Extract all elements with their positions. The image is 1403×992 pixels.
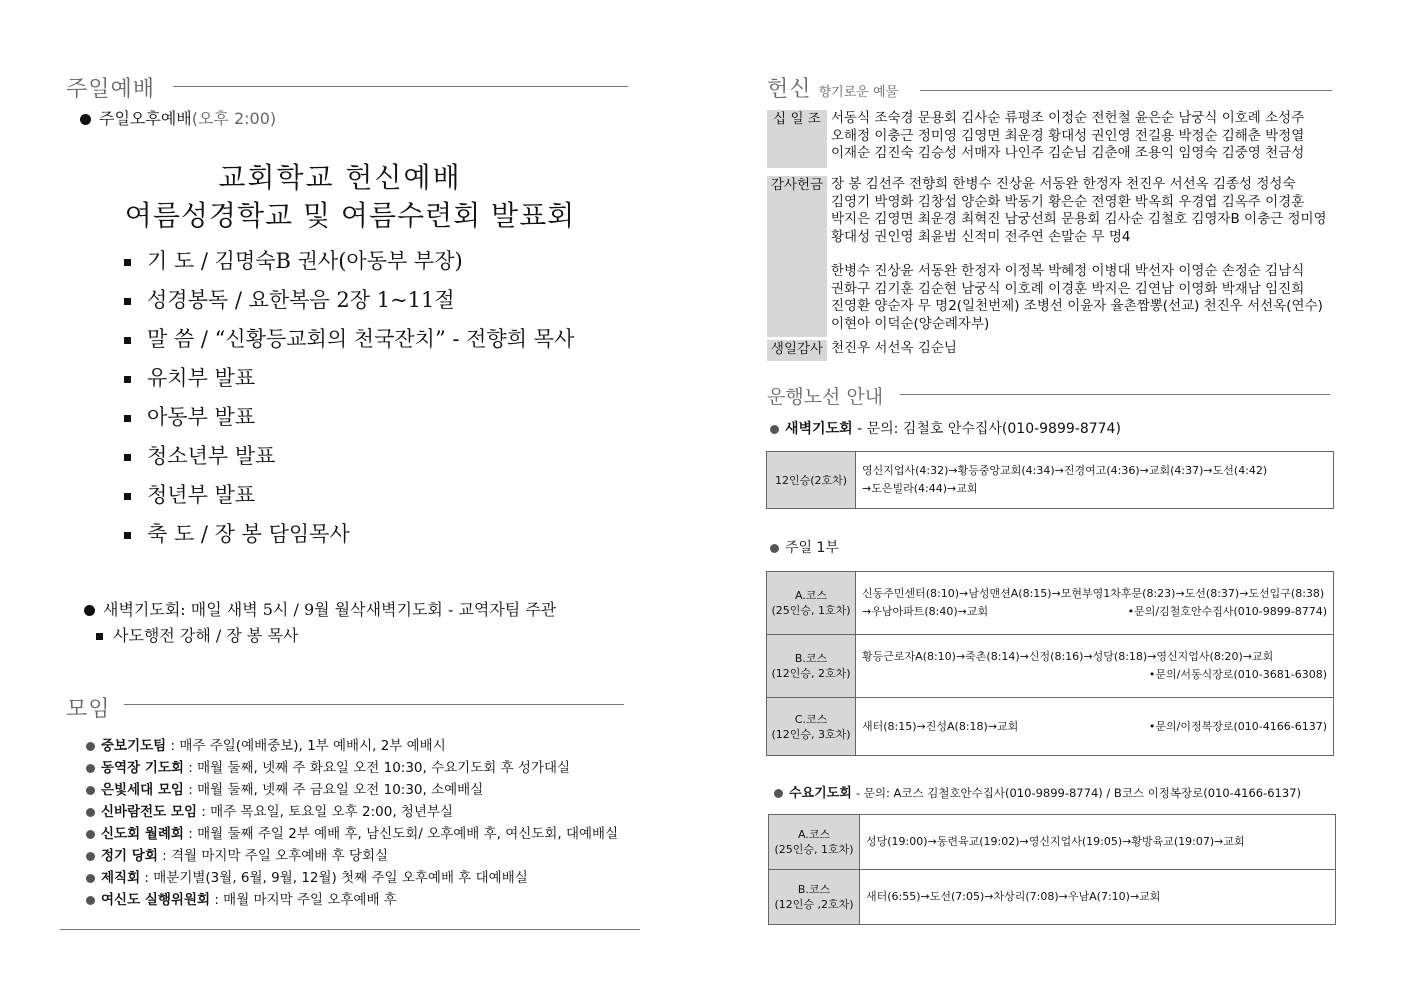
route-stops: 새터(8:15)→진성A(8:18)→교회 •문의/이정복장로(010-4166-6137)	[856, 698, 1334, 756]
order-item: 청년부 발표	[124, 476, 574, 515]
dawn-route-table	[766, 451, 1334, 509]
square-bullet-icon	[124, 259, 131, 266]
route-row	[767, 572, 1334, 635]
route-row	[767, 698, 1334, 756]
birthday-row	[767, 340, 1341, 361]
route-stops: 성당(19:00)→동련육교(19:02)→영신지업사(19:05)→황방육교(19:07)→교회	[860, 815, 1336, 870]
route-stops: 황등근로자A(8:10)→죽촌(8:14)→신정(8:16)→성당(8:18)→영신지업사(8:20)→교회 •문의/서동식장로(010-3681-6308)	[856, 635, 1334, 698]
afternoon-service-label: 주일오후예배	[99, 109, 192, 128]
tithe-label: 십 일 조	[767, 110, 827, 168]
wednesday-route-table	[768, 814, 1336, 925]
meeting-item: 동역장 기도회 : 매월 둘째, 넷째 주 화요일 오전 10:30, 수요기도회 후 성가대실	[86, 757, 618, 779]
route-section-title: 운행노선 안내	[767, 386, 884, 408]
birthday-label: 생일감사	[767, 340, 827, 361]
route-label: B.코스 (12인승 ,2호차)	[769, 870, 860, 925]
meeting-item: 중보기도팀 : 매주 주일(예배중보), 1부 예배시, 2부 예배시	[86, 735, 618, 757]
square-bullet-icon	[124, 454, 131, 461]
meeting-item: 은빛세대 모임 : 매월 둘째, 넷째 주 금요일 오전 10:30, 소예배실	[86, 779, 618, 801]
square-bullet-icon	[124, 532, 131, 539]
offering-title-rule	[920, 90, 1332, 91]
birthday-names: 천진우 서선옥 김순님	[831, 340, 957, 356]
worship-section-title: 주일예배	[66, 77, 156, 102]
square-bullet-icon	[124, 493, 131, 500]
square-bullet-icon	[124, 415, 131, 422]
order-item: 기 도 / 김명숙B 권사(아동부 부장)	[124, 242, 574, 281]
order-item: 말 씀 / “신황등교회의 천국잔치” - 전향희 목사	[124, 320, 574, 359]
thanks-names: 장 봉 김선주 전향희 한병수 진상윤 서동완 한정자 천진우 서선옥 김종성 정성숙 김영기 박영화 김창섭 양순화 박동기 황은순 전영환 박옥희 우경엽 김옥주 이경훈 박지은 김영면 최운경 최혁진 남궁선희 문용회 김사순 김철호 김영자B 이충근 정미영 황대성 권인영 최윤범 신적미 전주연 손말순 무 명4 한병수 진상윤 서동완 한정자 이정복 박혜정 이병대 박선자 이영순 손정순 김남식 권화구 김기훈 김순현 남궁식 이호례 이경훈 박지은 김연남 이영화 박재남 임진희 진영환 양순자 무 명2(일천번제) 조병선 이윤자 율촌짬뽕(선교) 천진우 서선옥(연수) 이현아 이덕순(양순례자부)	[831, 176, 1327, 332]
wednesday-route-header: 수요기도회 - 문의: A코스 김철호안수집사(010-9899-8774) / B코스 이정복장로(010-4166-6137)	[774, 782, 1301, 801]
tithe-names: 서동식 조숙경 문용회 김사순 류평조 이정순 전헌철 윤은순 남궁식 이호례 소성주 오해정 이충근 정미영 김영면 최운경 황대성 권인영 전길용 박정순 김해춘 박정열 이재순 김진숙 김승성 서매자 나인주 김순님 김춘애 조용익 임영숙 김중영 천금성	[831, 110, 1305, 161]
bullet-icon	[86, 830, 95, 839]
event-title-2: 여름성경학교 및 여름수련회 발표회	[124, 199, 576, 232]
meeting-list	[86, 735, 618, 911]
route-row	[769, 870, 1336, 925]
sunday-route-header: 주일 1부	[770, 537, 839, 557]
meeting-item: 제직회 : 매분기별(3월, 6월, 9월, 12월) 첫째 주일 오후예배 후 대예배실	[86, 867, 618, 889]
bullet-icon	[86, 896, 95, 905]
route-contact: •문의/김철호안수집사(010-9899-8774)	[1127, 605, 1327, 618]
route-stops: 신동주민센터(8:10)→남성맨션A(8:15)→모현부영1차후문(8:23)→도선(8:37)→도선입구(8:38) →우남아파트(8:40)→교회 •문의/김철호안수집사(010-9899-8774)	[856, 572, 1334, 635]
order-item: 청소년부 발표	[124, 437, 574, 476]
bullet-icon	[84, 605, 95, 616]
order-item: 성경봉독 / 요한복음 2장 1~11절	[124, 281, 574, 320]
offering-header	[767, 72, 898, 103]
sunday-route-table	[766, 571, 1334, 756]
route-label: B.코스 (12인승, 2호차)	[767, 635, 856, 698]
bullet-icon	[86, 786, 95, 795]
route-stops: 새터(6:55)→도선(7:05)→차상리(7:08)→우남A(7:10)→교회	[860, 870, 1336, 925]
order-item: 축 도 / 장 봉 담임목사	[124, 515, 574, 554]
bullet-icon	[770, 425, 779, 434]
route-contact: •문의/이정복장로(010-4166-6137)	[1148, 719, 1327, 733]
afternoon-service-time: (오후 2:00)	[191, 109, 277, 128]
bullet-icon	[86, 808, 95, 817]
meeting-item: 신바람전도 모임 : 매주 목요일, 토요일 오후 2:00, 청년부실	[86, 801, 618, 823]
square-bullet-icon	[124, 337, 131, 344]
route-stops: 영신지업사(4:32)→황등중앙교회(4:34)→진경여고(4:36)→교회(4:37)→도선(4:42) →도은빌라(4:44)→교회	[856, 452, 1334, 509]
afternoon-service	[80, 106, 276, 129]
offering-subtitle: 향기로운 예물	[818, 85, 899, 100]
square-bullet-icon	[124, 376, 131, 383]
bullet-icon	[80, 114, 91, 125]
bottom-rule	[60, 929, 640, 930]
event-title-1: 교회학교 헌신예배	[218, 161, 462, 194]
route-label: A.코스 (25인승, 1호차)	[767, 572, 856, 635]
order-item: 유치부 발표	[124, 359, 574, 398]
dawn-prayer-text: : 매일 새벽 5시 / 9월 월삭새벽기도회 - 교역자팀 주관	[180, 600, 557, 619]
service-order-list	[124, 242, 574, 554]
meeting-title-rule	[124, 704, 624, 705]
dawn-prayer-sub: 사도행전 강해 / 장 봉 목사	[96, 623, 298, 646]
bullet-icon	[86, 874, 95, 883]
route-title-rule	[900, 394, 1330, 395]
meeting-item: 정기 당회 : 격월 마지막 주일 오후예배 후 당회실	[86, 845, 618, 867]
bullet-icon	[774, 789, 783, 798]
bullet-icon	[86, 852, 95, 861]
route-row	[769, 815, 1336, 870]
bullet-icon	[86, 742, 95, 751]
dawn-prayer-notice	[84, 597, 556, 620]
route-label: 12인승(2호차)	[767, 452, 856, 509]
bullet-icon	[86, 764, 95, 773]
thanks-label: 감사헌금	[767, 176, 827, 337]
meeting-section-title: 모임	[66, 697, 111, 722]
worship-title-rule	[173, 86, 628, 87]
bullet-icon	[770, 544, 779, 553]
square-bullet-icon	[124, 298, 131, 305]
route-label: C.코스 (12인승, 3호차)	[767, 698, 856, 756]
meeting-item: 여신도 실행위원회 : 매월 마지막 주일 오후예배 후	[86, 889, 618, 911]
meeting-item: 신도회 월례회 : 매월 둘째 주일 2부 예배 후, 남신도회/ 오후예배 후, 여신도회, 대예배실	[86, 823, 618, 845]
square-bullet-icon	[96, 633, 103, 640]
route-row	[767, 452, 1334, 509]
route-label: A.코스 (25인승, 1호차)	[769, 815, 860, 870]
offering-list	[767, 110, 1341, 361]
tithe-row	[767, 110, 1341, 168]
order-item: 아동부 발표	[124, 398, 574, 437]
route-contact: •문의/서동식장로(010-3681-6308)	[1148, 668, 1327, 681]
dawn-route-header: 새벽기도회 - 문의: 김철호 안수집사(010-9899-8774)	[770, 418, 1121, 438]
thanks-row	[767, 176, 1341, 337]
route-row	[767, 635, 1334, 698]
dawn-prayer-label: 새벽기도회	[103, 600, 181, 619]
offering-title: 헌신	[767, 77, 812, 102]
